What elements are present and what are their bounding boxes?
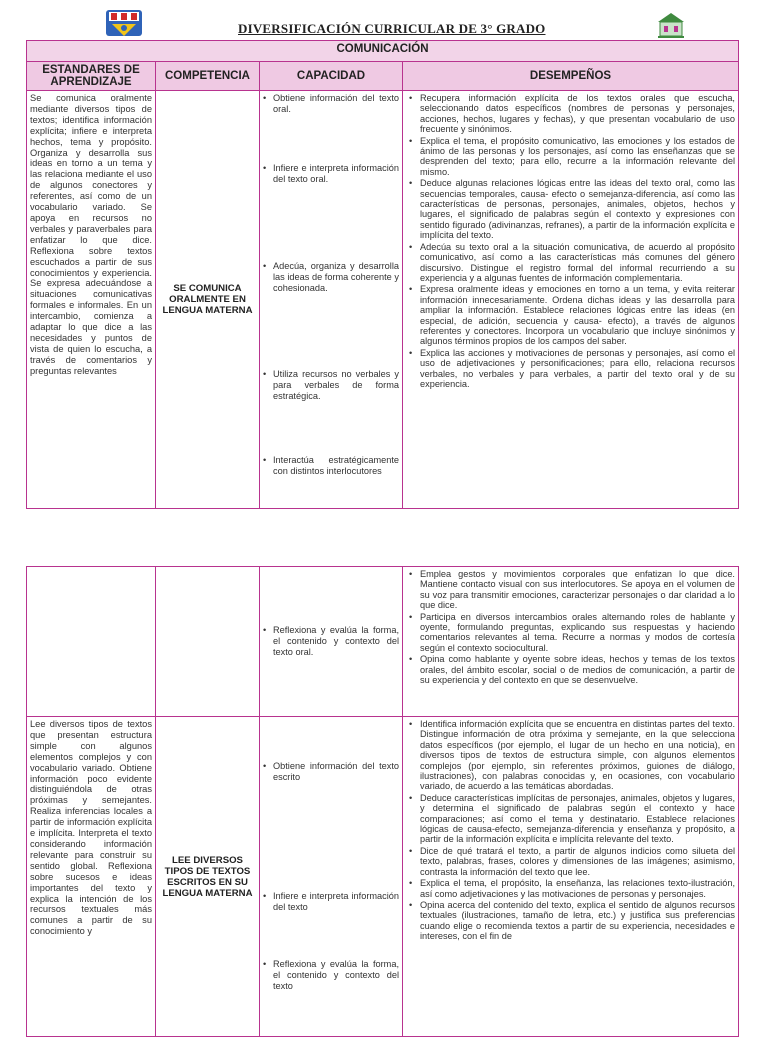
capacity-item: • Utiliza recursos no verbales y para verbales de forma estratégica. <box>263 369 399 401</box>
performance-item: • Adecúa su texto oral a la situación comunicativa, de acuerdo al propósito comunicativo, así como a las características más comunes del género discursivo. Distingue el registro formal del informal recurriendo a su experiencia y a algunas fuentes de información complementaria. <box>406 242 735 284</box>
performance-item: • Participa en diversos intercambios orales alternando roles de hablante y oyente, formulando preguntas, explicando sus respuestas y haciendo comentarios relevantes al tema. Recurre a normas y modos de cortesía según el contexto sociocultural. <box>406 612 735 654</box>
column-header-standards: ESTANDARES DE APRENDIZAJE <box>27 62 156 91</box>
performance-item: • Identifica información explícita que se encuentra en distintas partes del texto. Distingue información de otra próxima y semejante, en la que selecciona datos específicos (por ejemplo, el lugar de un hecho en una noticia), en diversos tipos de textos de estructura simple, con algunos elementos complejos (por ejemplo, sin referentes próximos, guiones de diálogo, ilustraciones), con palabras conocidas y, en ocasiones, con vocabulario variado, de acuerdo a las temáticas abordadas. <box>406 719 735 792</box>
page-header <box>0 0 768 42</box>
competency-label: SE COMUNICA ORALMENTE EN LENGUA MATERNA <box>156 91 260 509</box>
performance-list <box>403 91 739 509</box>
performance-list <box>403 717 739 1037</box>
performance-item: • Explica el tema, el propósito, la enseñanza, las relaciones texto-ilustración, así como adjetivaciones y las motivaciones de personas y personajes. <box>406 878 735 899</box>
capacity-item: • Adecúa, organiza y desarrolla las ideas de forma coherente y cohesionada. <box>263 261 399 293</box>
standard-text: Se comunica oralmente mediante diversos tipos de textos; identifica información explícita; infiere e interpreta hechos, tema y propósito. Organiza y desarrolla sus ideas en torno a un tema y las relaciona mediante el uso de algunos conectores y referentes, así como de un vocabulario variado. Se apoya en recursos no verbales y paraverbales para enfatizar lo que dice. Reflexiona sobre textos escuchados a partir de sus conocimientos y experiencia. Se expresa adecuándose a situaciones comunicativas formales e informales. En un intercambio, comienza a adaptar lo que dice a las necesidades y puntos de vista de quien lo escucha, a través de comentarios y preguntas relevantes <box>27 91 156 509</box>
performance-item: • Explica el tema, el propósito comunicativo, las emociones y los estados de ánimo de las personas y los personajes, así como las enseñanzas que se desprenden del texto; para ello, recurre a la información relevante del mismo. <box>406 136 735 178</box>
area-title: COMUNICACIÓN <box>27 41 739 62</box>
standard-text: Lee diversos tipos de textos que presentan estructura simple con algunos elementos complejos y con vocabulario variado. Obtiene información poco evidente distinguiéndola de otras próximas y semejantes. Realiza inferencias locales a partir de información explícita e implícita. Interpreta el texto considerando información relevante para construir su sentido global. Reflexiona sobre sucesos e ideas importantes del texto y explica la intención de los recursos textuales más comunes a partir de su conocimiento y <box>27 717 156 1037</box>
curriculum-table-reading <box>26 566 739 1037</box>
performance-item: • Dice de qué tratará el texto, a partir de algunos indicios como silueta del texto, palabras, frases, colores y dimensiones de las imágenes; asimismo, contrasta la información del texto que lee. <box>406 846 735 877</box>
table-row <box>27 567 739 717</box>
capacity-list <box>260 91 403 509</box>
performance-list <box>403 567 739 717</box>
competency-empty <box>156 567 260 717</box>
capacity-item: • Infiere e interpreta información del texto <box>263 891 399 913</box>
performance-item: • Opina como hablante y oyente sobre ideas, hechos y temas de los textos orales, del ámbito escolar, social o de medios de comunicación, a partir de su experiencia y del contexto en que se desenvuelve. <box>406 654 735 685</box>
competency-label: LEE DIVERSOS TIPOS DE TEXTOS ESCRITOS EN SU LENGUA MATERNA <box>156 717 260 1037</box>
column-header-competency: COMPETENCIA <box>156 62 260 91</box>
capacity-item: • Obtiene información del texto oral. <box>263 93 399 115</box>
capacity-list <box>260 717 403 1037</box>
column-header-capacity: CAPACIDAD <box>260 62 403 91</box>
standard-text-empty <box>27 567 156 717</box>
table-row <box>27 717 739 1037</box>
performance-item: • Opina acerca del contenido del texto, explica el sentido de algunos recursos textuales (ilustraciones, tamaño de letra, etc.) y justifica sus preferencias cuando elige o recomienda textos a partir de su experiencia, necesidades e intereses, con el fin de <box>406 900 735 942</box>
column-header-performances: DESEMPEÑOS <box>403 62 739 91</box>
table-row <box>27 91 739 509</box>
performance-item: • Deduce características implícitas de personajes, animales, objetos y lugares, y determina el significado de palabras según el contexto y hace comparaciones; así como el tema y destinatario. Establece relaciones lógicas de causa-efecto, semejanza-diferencia y enseñanza y propósito, a partir de la información explícita e implícita relevante del texto. <box>406 793 735 845</box>
area-row <box>27 41 739 62</box>
school-crest-logo <box>104 8 144 38</box>
capacity-item: • Reflexiona y evalúa la forma, el contenido y contexto del texto oral. <box>263 625 399 657</box>
capacity-item: • Reflexiona y evalúa la forma, el contenido y contexto del texto <box>263 959 399 991</box>
curriculum-table-oral <box>26 40 739 509</box>
capacity-item: • Interactúa estratégicamente con distintos interlocutores <box>263 455 399 477</box>
capacity-item: • Obtiene información del texto escrito <box>263 761 399 783</box>
capacity-item: • Infiere e interpreta información del texto oral. <box>263 163 399 185</box>
performance-item: • Explica las acciones y motivaciones de personas y personajes, así como el uso de adjetivaciones y personificaciones; para ello, relaciona recursos verbales, no verbales y para verbales, a partir del texto oral y de su experiencia. <box>406 348 735 390</box>
document-title: DIVERSIFICACIÓN CURRICULAR DE 3° GRADO <box>238 21 546 36</box>
performance-item: • Recupera información explícita de los textos orales que escucha, seleccionando datos específicos (nombres de personas y personajes, acciones, hechos, lugares y fechas), y que presentan vocabulario de uso frecuente y sinónimos. <box>406 93 735 135</box>
performance-item: • Deduce algunas relaciones lógicas entre las ideas del texto oral, como las secuencias temporales, causa- efecto o semejanza-diferencia, así como las características de personas, personajes, animales, objetos, hechos y lugares, el significado de palabras según el contexto y expresiones con sentido figurado (adivinanzas, refranes), a partir de la información explícita e implícita del texto. <box>406 178 735 240</box>
performance-item: • Expresa oralmente ideas y emociones en torno a un tema, y evita reiterar información innecesariamente. Ordena dichas ideas y las desarrolla para ampliar la información. Establece relaciones lógicas entre las ideas (en especial, de adición, secuencia y causa- efecto), a través de algunos referentes y conectores. Incorpora un vocabulario que incluye sinónimos y algunos términos propios de los campos del saber. <box>406 284 735 346</box>
column-header-row <box>27 62 739 91</box>
ministry-emblem-logo <box>655 10 687 40</box>
performance-item: • Emplea gestos y movimientos corporales que enfatizan lo que dice. Mantiene contacto visual con sus interlocutores. Se apoya en el volumen de su voz para transmitir emociones, caracterizar personajes o dar claridad a lo que dice. <box>406 569 735 611</box>
capacity-list <box>260 567 403 717</box>
